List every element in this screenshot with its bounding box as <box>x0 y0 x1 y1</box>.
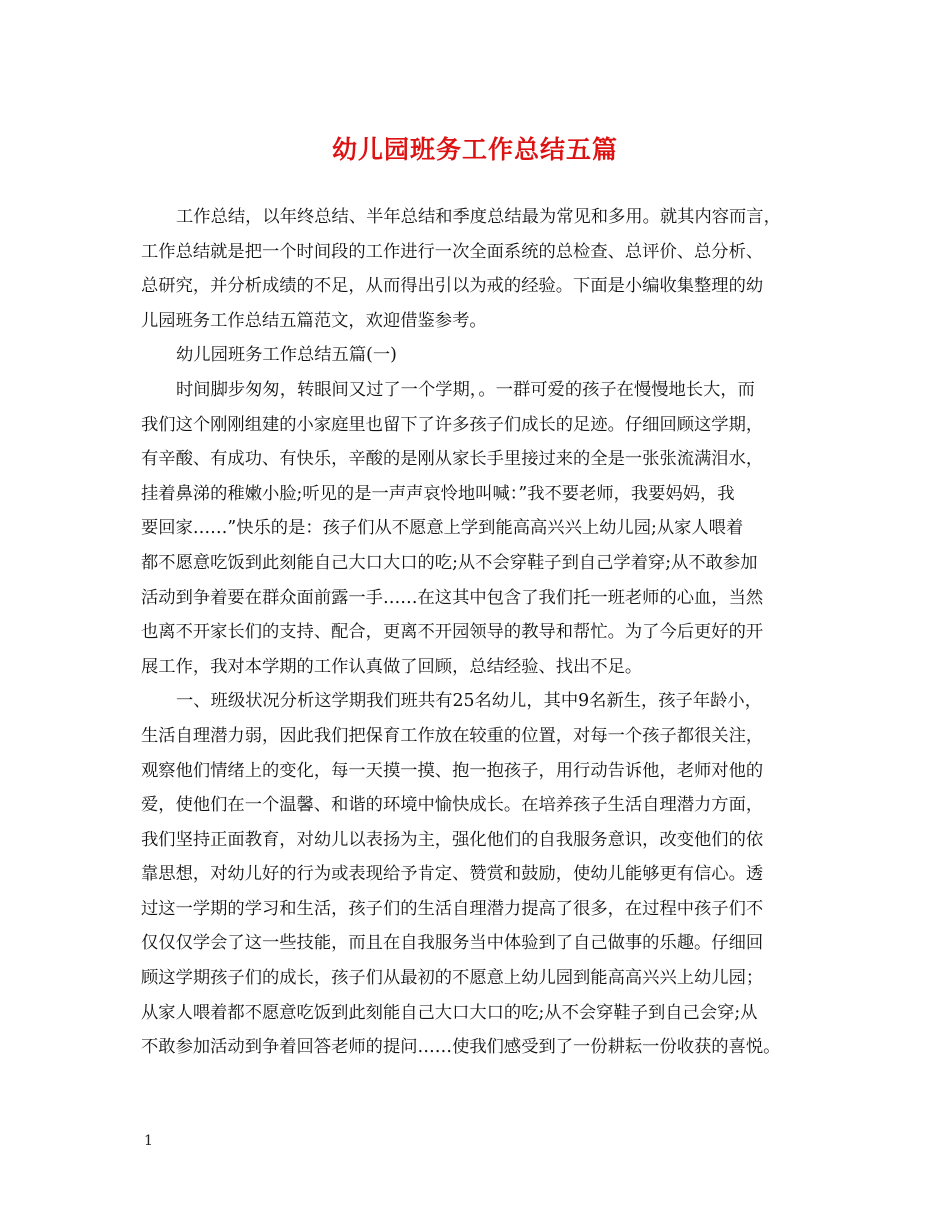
text-line: 活动到争着要在群众面前露一手……在这其中包含了我们托一班老师的心血，当然 <box>141 587 764 608</box>
document-title: 幼儿园班务工作总结五篇 <box>331 135 618 164</box>
document-body <box>141 200 809 1065</box>
text-line: 也离不开家长们的支持、配合，更离不开园领导的教导和帮忙。为了今后更好的开 <box>141 622 764 643</box>
text-line: 都不愿意吃饭到此刻能自己大口大口的吃;从不会穿鞋子到自己学着穿;从不敢参加 <box>141 552 758 573</box>
text-line: 工作总结，以年终总结、半年总结和季度总结最为常见和多用。就其内容而言， <box>176 207 781 227</box>
text-line: 展工作，我对本学期的工作认真做了回顾，总结经验、找出不足。 <box>141 656 643 677</box>
text-line: 靠思想，对幼儿好的行为或表现给予肯定、赞赏和鼓励，使幼儿能够更有信心。透 <box>141 864 764 885</box>
text-line: 挂着鼻涕的稚嫩小脸;听见的是一声声哀怜地叫喊：”我不要老师，我要妈妈，我 <box>141 483 735 504</box>
text-line: 生活自理潜力弱，因此我们把保育工作放在较重的位置，对每一个孩子都很关注， <box>141 725 764 746</box>
text-line: 观察他们情绪上的变化，每一天摸一摸、抱一抱孩子，用行动告诉他，老师对他的 <box>141 760 764 781</box>
text-line: 总研究，并分析成绩的不足，从而得出引以为戒的经验。下面是小编收集整理的幼 <box>141 276 764 297</box>
text-line: 儿园班务工作总结五篇范文，欢迎借鉴参考。 <box>141 310 487 331</box>
text-line: 从家人喂着都不愿意吃饭到此刻能自己大口大口的吃;从不会穿鞋子到自己会穿;从 <box>141 1002 758 1023</box>
text-line: 仅仅仅学会了这一些技能，而且在自我服务当中体验到了自己做事的乐趣。仔细回 <box>141 933 764 954</box>
text-line: 过这一学期的学习和生活，孩子们的生活自理潜力提高了很多，在过程中孩子们不 <box>141 898 764 919</box>
page-number: 1 <box>144 1133 153 1149</box>
text-line: 爱，使他们在一个温馨、和谐的环境中愉快成长。在培养孩子生活自理潜力方面， <box>141 795 764 816</box>
text-line: 工作总结就是把一个时间段的工作进行一次全面系统的总检查、总评价、总分析、 <box>141 241 764 262</box>
text-line: 不敢参加活动到争着回答老师的提问……使我们感受到了一份耕耘一份收获的喜悦。 <box>141 1037 781 1058</box>
text-line: 我们坚持正面教育，对幼儿以表扬为主，强化他们的自我服务意识，改变他们的依 <box>141 829 764 850</box>
text-line: 我们这个刚刚组建的小家庭里也留下了许多孩子们成长的足迹。仔细回顾这学期， <box>141 414 764 435</box>
text-line: 有辛酸、有成功、有快乐，辛酸的是刚从家长手里接过来的全是一张张流满泪水， <box>141 449 764 470</box>
text-line: 时间脚步匆匆，转眼间又过了一个学期，。一群可爱的孩子在慢慢地长大，而 <box>176 379 755 400</box>
text-line: 要回家……”快乐的是：孩子们从不愿意上学到能高高兴兴上幼儿园;从家人喂着 <box>141 518 744 539</box>
text-line: 顾这学期孩子们的成长，孩子们从最初的不愿意上幼儿园到能高高兴兴上幼儿园； <box>141 968 764 989</box>
text-line: 一、班级状况分析这学期我们班共有25名幼儿，其中9名新生，孩子年龄小， <box>176 691 762 712</box>
section-heading: 幼儿园班务工作总结五篇(一) <box>176 345 397 366</box>
